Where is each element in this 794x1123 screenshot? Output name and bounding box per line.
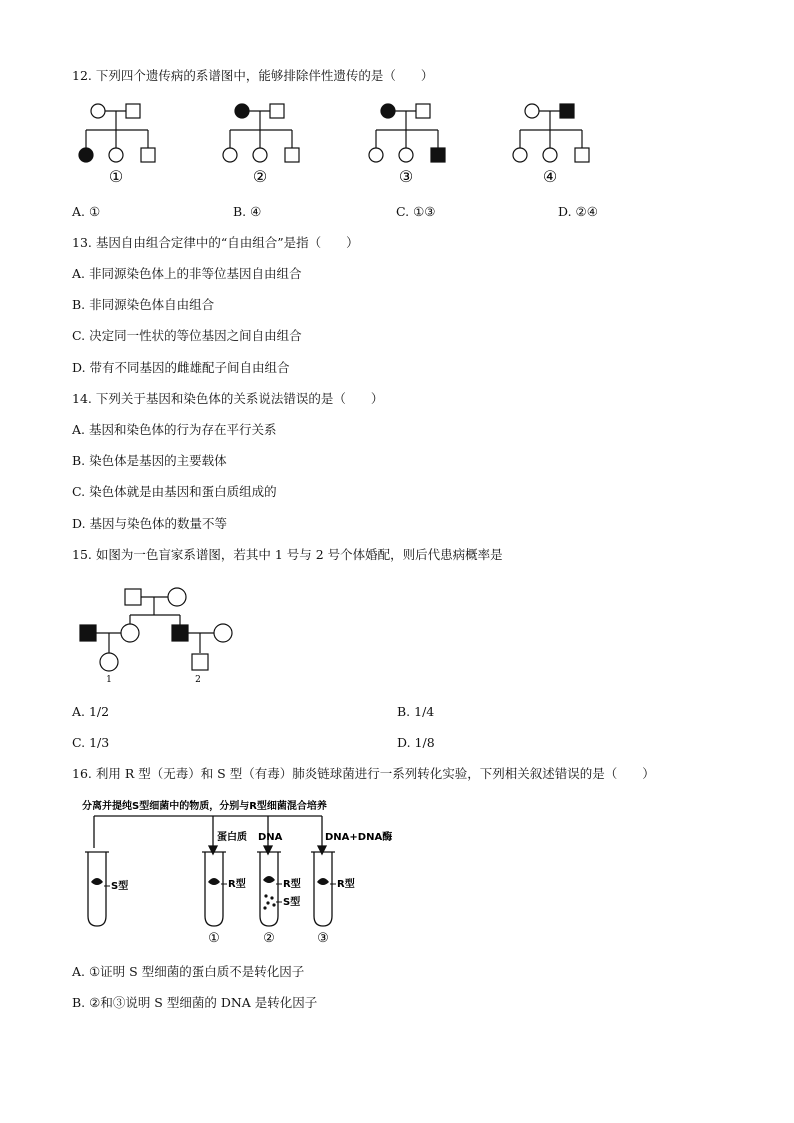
tube-label-r-1: R型: [228, 879, 246, 890]
q13-option-c: C. 决定同一性状的等位基因之间自由组合: [72, 328, 302, 343]
q12-pedigrees: [60, 98, 620, 190]
q12-option-a: A. ①: [72, 204, 101, 219]
individual-label-2: 2: [195, 675, 201, 685]
tube-number-1: ①: [208, 931, 220, 946]
q14-option-b: B. 染色体是基因的主要载体: [72, 453, 227, 468]
tube-label-s: S型: [111, 881, 129, 892]
q15-stem: 15. 如图为一色盲家系谱图，若其中 1 号与 2 号个体婚配，则后代患病概率是: [72, 547, 503, 562]
tube-number-2: ②: [263, 931, 275, 946]
figure-header: 分离并提纯S型细菌中的物质，分别与R型细菌混合培养: [82, 801, 327, 812]
q12-option-b: B. ④: [233, 204, 262, 219]
tube-number-3: ③: [317, 931, 329, 946]
q12-stem: 12. 下列四个遗传病的系谱图中，能够排除伴性遗传的是（ ）: [72, 68, 434, 83]
q12-option-c: C. ①③: [396, 204, 436, 219]
pedigree-1: [79, 104, 155, 162]
q13-option-d: D. 带有不同基因的雌雄配子间自由组合: [72, 360, 290, 375]
individual-label-1: 1: [106, 675, 112, 685]
arrow-label-protein: 蛋白质: [217, 832, 247, 843]
tube-label-r-3: R型: [337, 879, 355, 890]
q16-stem: 16. 利用 R 型（无毒）和 S 型（有毒）肺炎链球菌进行一系列转化实验，下列相关叙述错误的是（ ）: [72, 766, 655, 781]
tube-label-s-2: S型: [283, 897, 301, 908]
q14-stem: 14. 下列关于基因和染色体的关系说法错误的是（ ）: [72, 391, 384, 406]
pedigree-4: [513, 104, 589, 162]
q16-transformation-experiment-figure: [82, 798, 393, 948]
q13-stem: 13. 基因自由组合定律中的“自由组合”是指（ ）: [72, 235, 359, 250]
q14-option-a: A. 基因和染色体的行为存在平行关系: [72, 422, 277, 437]
q16-option-a: A. ①证明 S 型细菌的蛋白质不是转化因子: [72, 964, 305, 979]
pedigree-3: [369, 104, 445, 162]
pedigree-2: [223, 104, 299, 162]
q16-option-b: B. ②和③说明 S 型细菌的 DNA 是转化因子: [72, 995, 318, 1010]
pedigree-label-2: ②: [252, 167, 268, 186]
arrow-label-dna: DNA: [258, 832, 283, 843]
pedigree-label-3: ③: [398, 167, 414, 186]
pedigree-label-4: ④: [542, 167, 558, 186]
tube-label-r-2: R型: [283, 879, 301, 890]
q15-option-d: D. 1/8: [397, 735, 435, 750]
q13-option-a: A. 非同源染色体上的非等位基因自由组合: [72, 266, 302, 281]
q15-option-a: A. 1/2: [72, 704, 110, 719]
q15-option-c: C. 1/3: [72, 735, 110, 750]
pedigree-label-1: ①: [108, 167, 124, 186]
q14-option-c: C. 染色体就是由基因和蛋白质组成的: [72, 484, 277, 499]
q14-option-d: D. 基因与染色体的数量不等: [72, 516, 228, 531]
q15-color-blind-pedigree: [72, 585, 242, 685]
q12-option-d: D. ②④: [558, 204, 598, 219]
q13-option-b: B. 非同源染色体自由组合: [72, 297, 215, 312]
arrow-label-dna-dnase: DNA+DNA酶: [325, 832, 393, 843]
q15-option-b: B. 1/4: [397, 704, 435, 719]
